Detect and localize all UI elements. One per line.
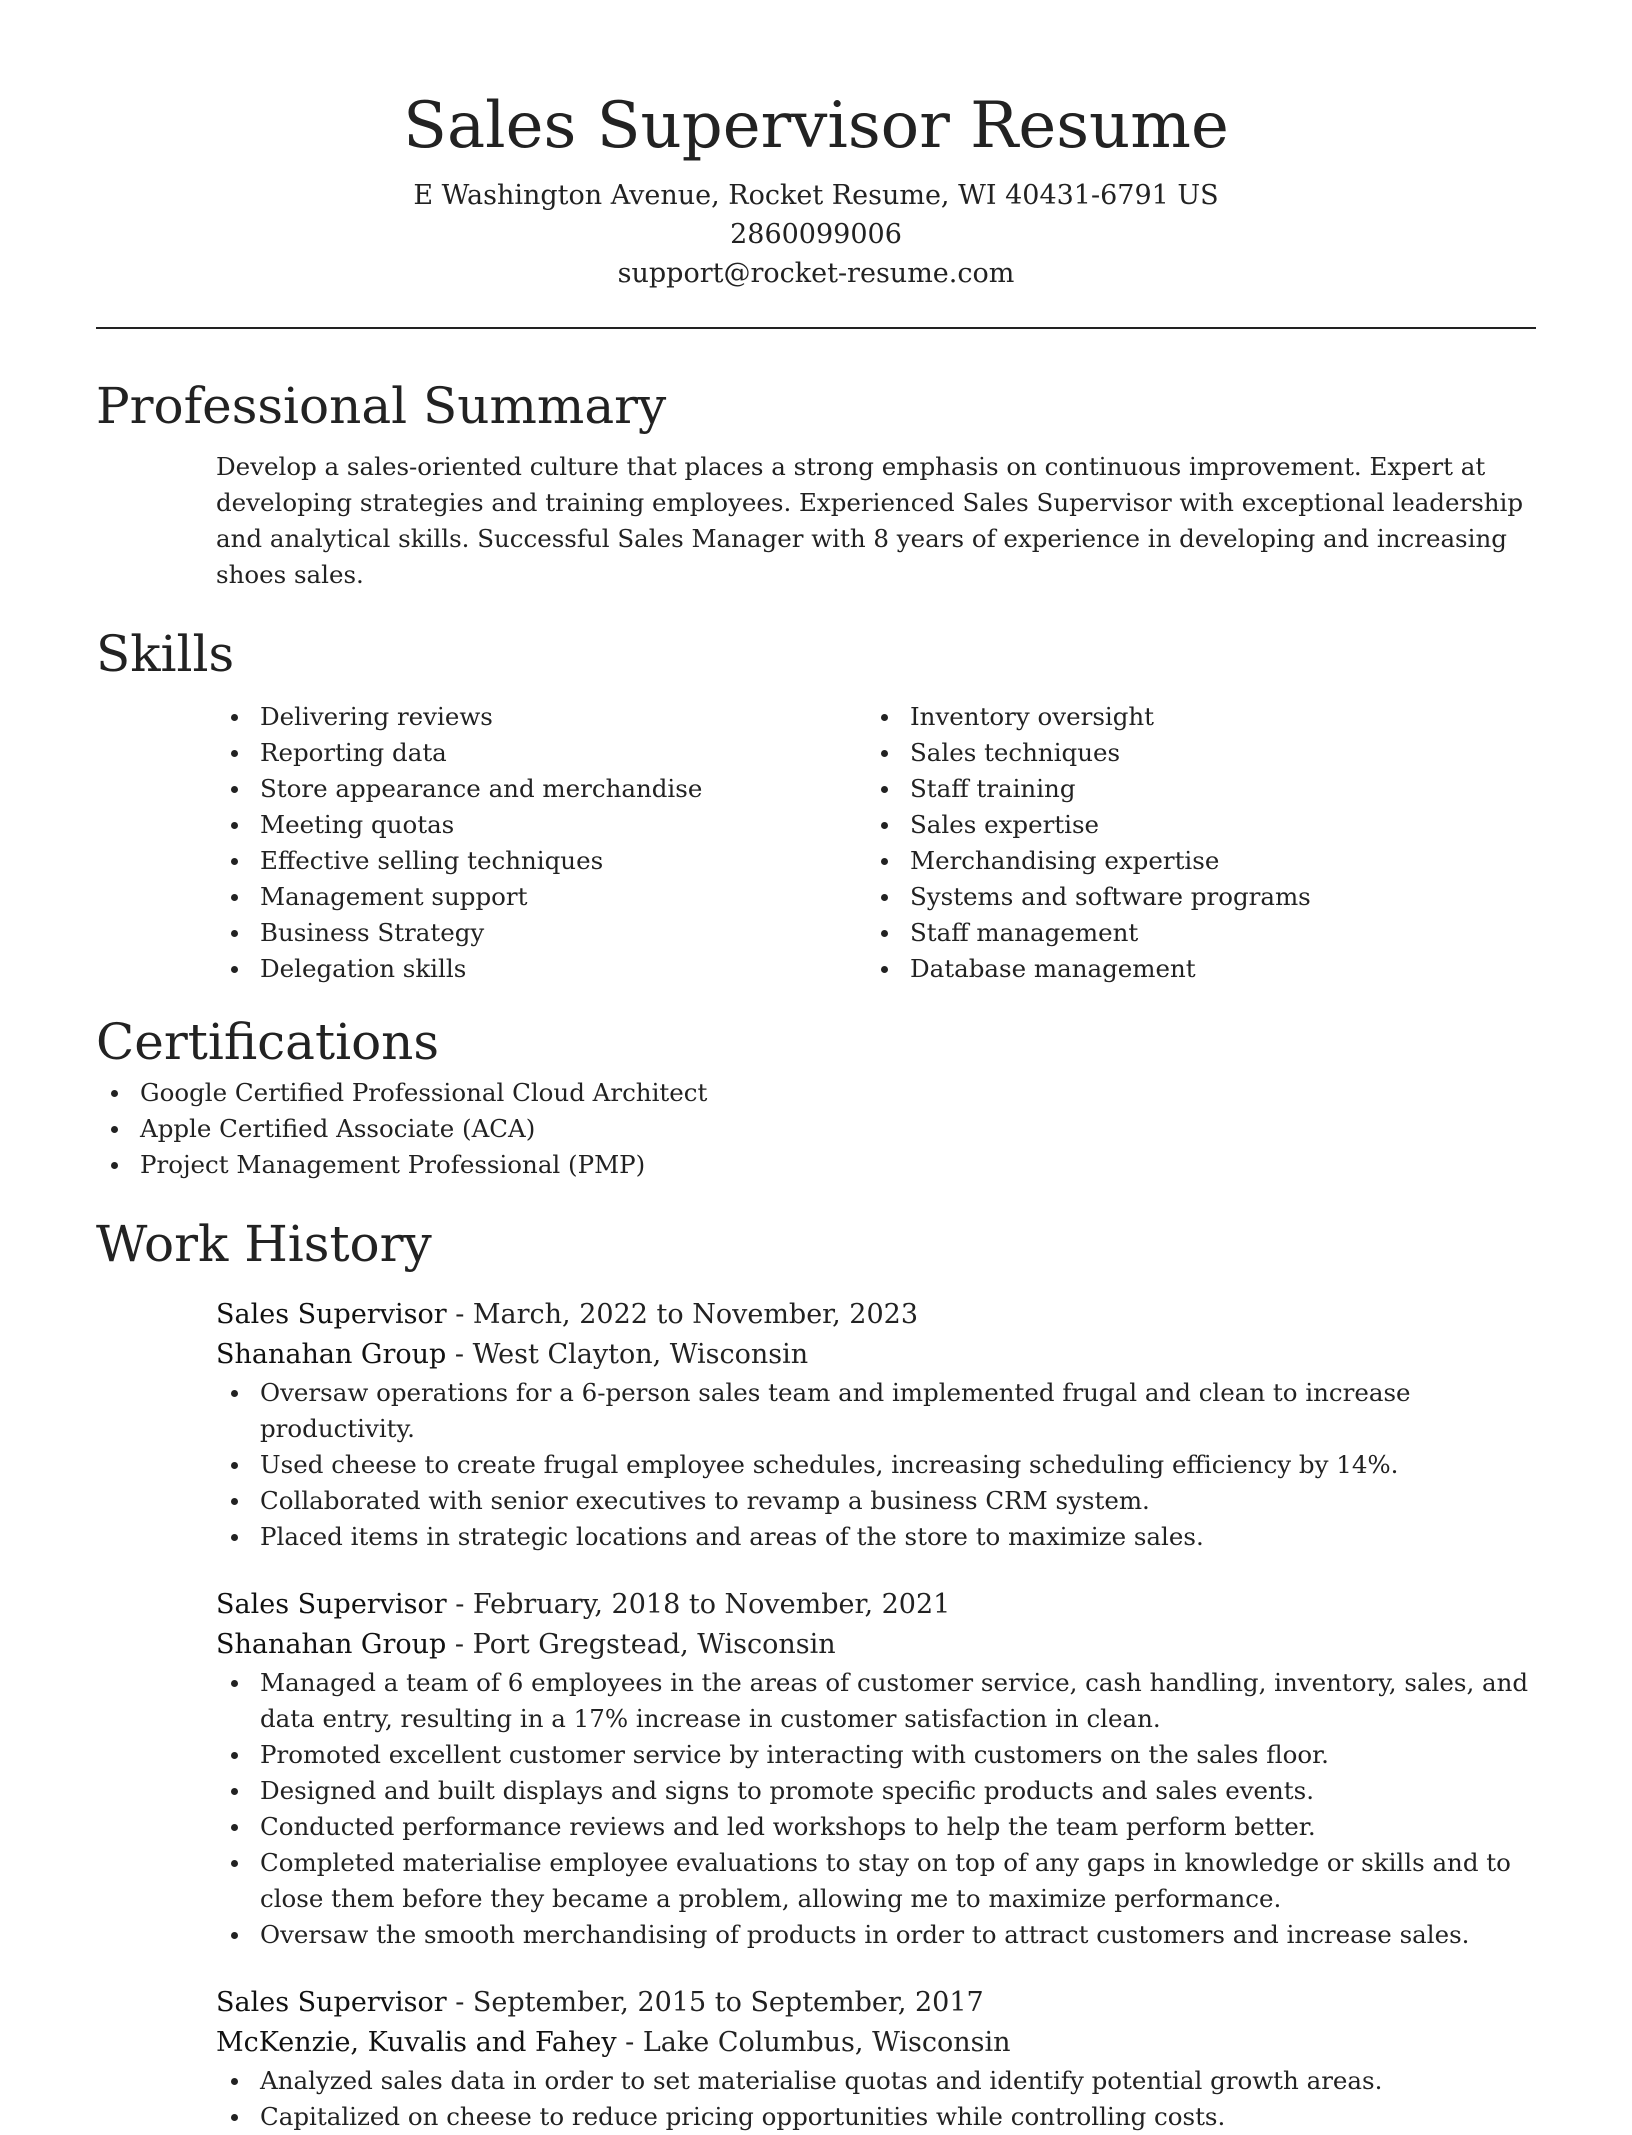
skill-item: Effective selling techniques bbox=[216, 843, 866, 879]
job-bullet: Conducted performance reviews and led workshops to help the team perform better. bbox=[216, 1809, 1546, 1845]
skills-heading: Skills bbox=[96, 625, 235, 683]
resume-page bbox=[96, 0, 1536, 2135]
skill-item: Staff management bbox=[866, 915, 1516, 951]
skill-item: Reporting data bbox=[216, 735, 866, 771]
job-title-line bbox=[216, 1295, 1536, 1335]
certifications-heading: Certifications bbox=[96, 1013, 440, 1071]
job-title-line bbox=[216, 1983, 1536, 2023]
job-title: Sales Supervisor bbox=[216, 1987, 447, 2018]
certification-item: Project Management Professional (PMP) bbox=[96, 1147, 1536, 1183]
job-company: McKenzie, Kuvalis and Fahey bbox=[216, 2027, 617, 2058]
skill-item: Sales techniques bbox=[866, 735, 1516, 771]
skills-right-list bbox=[866, 699, 1516, 987]
certification-item: Apple Certified Associate (ACA) bbox=[96, 1111, 1536, 1147]
job-bullet: Managed a team of 6 employees in the areas of customer service, cash handling, inventory, sales, and data entry, resulting in a 17% increase in customer satisfaction in clean. bbox=[216, 1665, 1546, 1737]
job-title: Sales Supervisor bbox=[216, 1589, 447, 1620]
skill-item: Store appearance and merchandise bbox=[216, 771, 866, 807]
skill-item: Delegation skills bbox=[216, 951, 866, 987]
skill-item: Management support bbox=[216, 879, 866, 915]
contact-block bbox=[96, 176, 1536, 293]
job-entry bbox=[216, 1983, 1536, 2135]
job-bullet: Promoted excellent customer service by interacting with customers on the sales floor. bbox=[216, 1737, 1546, 1773]
job-bullet: Collaborated with senior executives to revamp a business CRM system. bbox=[216, 1483, 1546, 1519]
summary-heading: Professional Summary bbox=[96, 377, 667, 435]
job-bullet: Oversaw operations for a 6-person sales team and implemented frugal and clean to increase productivity. bbox=[216, 1375, 1546, 1447]
page-title: Sales Supervisor Resume bbox=[403, 89, 1229, 163]
job-bullet: Oversaw the smooth merchandising of products in order to attract customers and increase sales. bbox=[216, 1917, 1546, 1953]
job-location: - Lake Columbus, Wisconsin bbox=[616, 2027, 1011, 2058]
job-bullet: Designed and built displays and signs to promote specific products and sales events. bbox=[216, 1773, 1546, 1809]
skill-item: Systems and software programs bbox=[866, 879, 1516, 915]
job-bullet: Completed materialise employee evaluations to stay on top of any gaps in knowledge or skills and to close them before they became a problem, allowing me to maximize performance. bbox=[216, 1845, 1546, 1917]
skill-item: Inventory oversight bbox=[866, 699, 1516, 735]
job-company-line bbox=[216, 2023, 1536, 2063]
skill-item: Delivering reviews bbox=[216, 699, 866, 735]
resume-header bbox=[96, 0, 1536, 293]
job-company: Shanahan Group bbox=[216, 1629, 447, 1660]
skill-item: Merchandising expertise bbox=[866, 843, 1516, 879]
contact-email: support@rocket-resume.com bbox=[617, 258, 1015, 289]
job-company: Shanahan Group bbox=[216, 1339, 447, 1370]
work-history-heading: Work History bbox=[96, 1215, 432, 1273]
skill-item: Sales expertise bbox=[866, 807, 1516, 843]
job-dates: - March, 2022 to November, 2023 bbox=[446, 1299, 919, 1330]
skills-left-list bbox=[216, 699, 866, 987]
job-dates: - September, 2015 to September, 2017 bbox=[446, 1987, 984, 2018]
job-entry bbox=[216, 1585, 1536, 1953]
skills-grid bbox=[216, 699, 1536, 987]
summary-text: Develop a sales-oriented culture that places a strong emphasis on continuous improvement. Expert at developing strategies and training employees. Experienced Sales Supervisor with exceptional leadership and analytical skills. Successful Sales Manager with 8 years of experience in developing and increasing shoes sales. bbox=[216, 452, 1524, 589]
job-location: - West Clayton, Wisconsin bbox=[446, 1339, 809, 1370]
job-dates: - February, 2018 to November, 2021 bbox=[446, 1589, 951, 1620]
job-title: Sales Supervisor bbox=[216, 1299, 447, 1330]
job-title-line bbox=[216, 1585, 1536, 1625]
certification-item: Google Certified Professional Cloud Architect bbox=[96, 1075, 1536, 1111]
job-bullet: Capitalized on cheese to reduce pricing opportunities while controlling costs. bbox=[216, 2099, 1546, 2135]
job-bullet: Placed items in strategic locations and areas of the store to maximize sales. bbox=[216, 1519, 1546, 1555]
contact-phone: 2860099006 bbox=[730, 219, 902, 250]
job-company-line bbox=[216, 1625, 1536, 1665]
header-divider bbox=[96, 327, 1536, 329]
contact-address: E Washington Avenue, Rocket Resume, WI 40431-6791 US bbox=[413, 180, 1219, 211]
certifications-list bbox=[96, 1075, 1536, 1183]
skill-item: Meeting quotas bbox=[216, 807, 866, 843]
job-bullets bbox=[216, 1375, 1546, 1555]
job-location: - Port Gregstead, Wisconsin bbox=[446, 1629, 836, 1660]
job-company-line bbox=[216, 1335, 1536, 1375]
job-bullets bbox=[216, 2063, 1546, 2135]
job-bullet: Used cheese to create frugal employee schedules, increasing scheduling efficiency by 14%. bbox=[216, 1447, 1546, 1483]
job-entry bbox=[216, 1295, 1536, 1555]
job-bullet: Analyzed sales data in order to set materialise quotas and identify potential growth areas. bbox=[216, 2063, 1546, 2099]
skill-item: Database management bbox=[866, 951, 1516, 987]
work-history-list bbox=[96, 1295, 1536, 2135]
job-bullets bbox=[216, 1665, 1546, 1953]
skill-item: Business Strategy bbox=[216, 915, 866, 951]
skill-item: Staff training bbox=[866, 771, 1516, 807]
